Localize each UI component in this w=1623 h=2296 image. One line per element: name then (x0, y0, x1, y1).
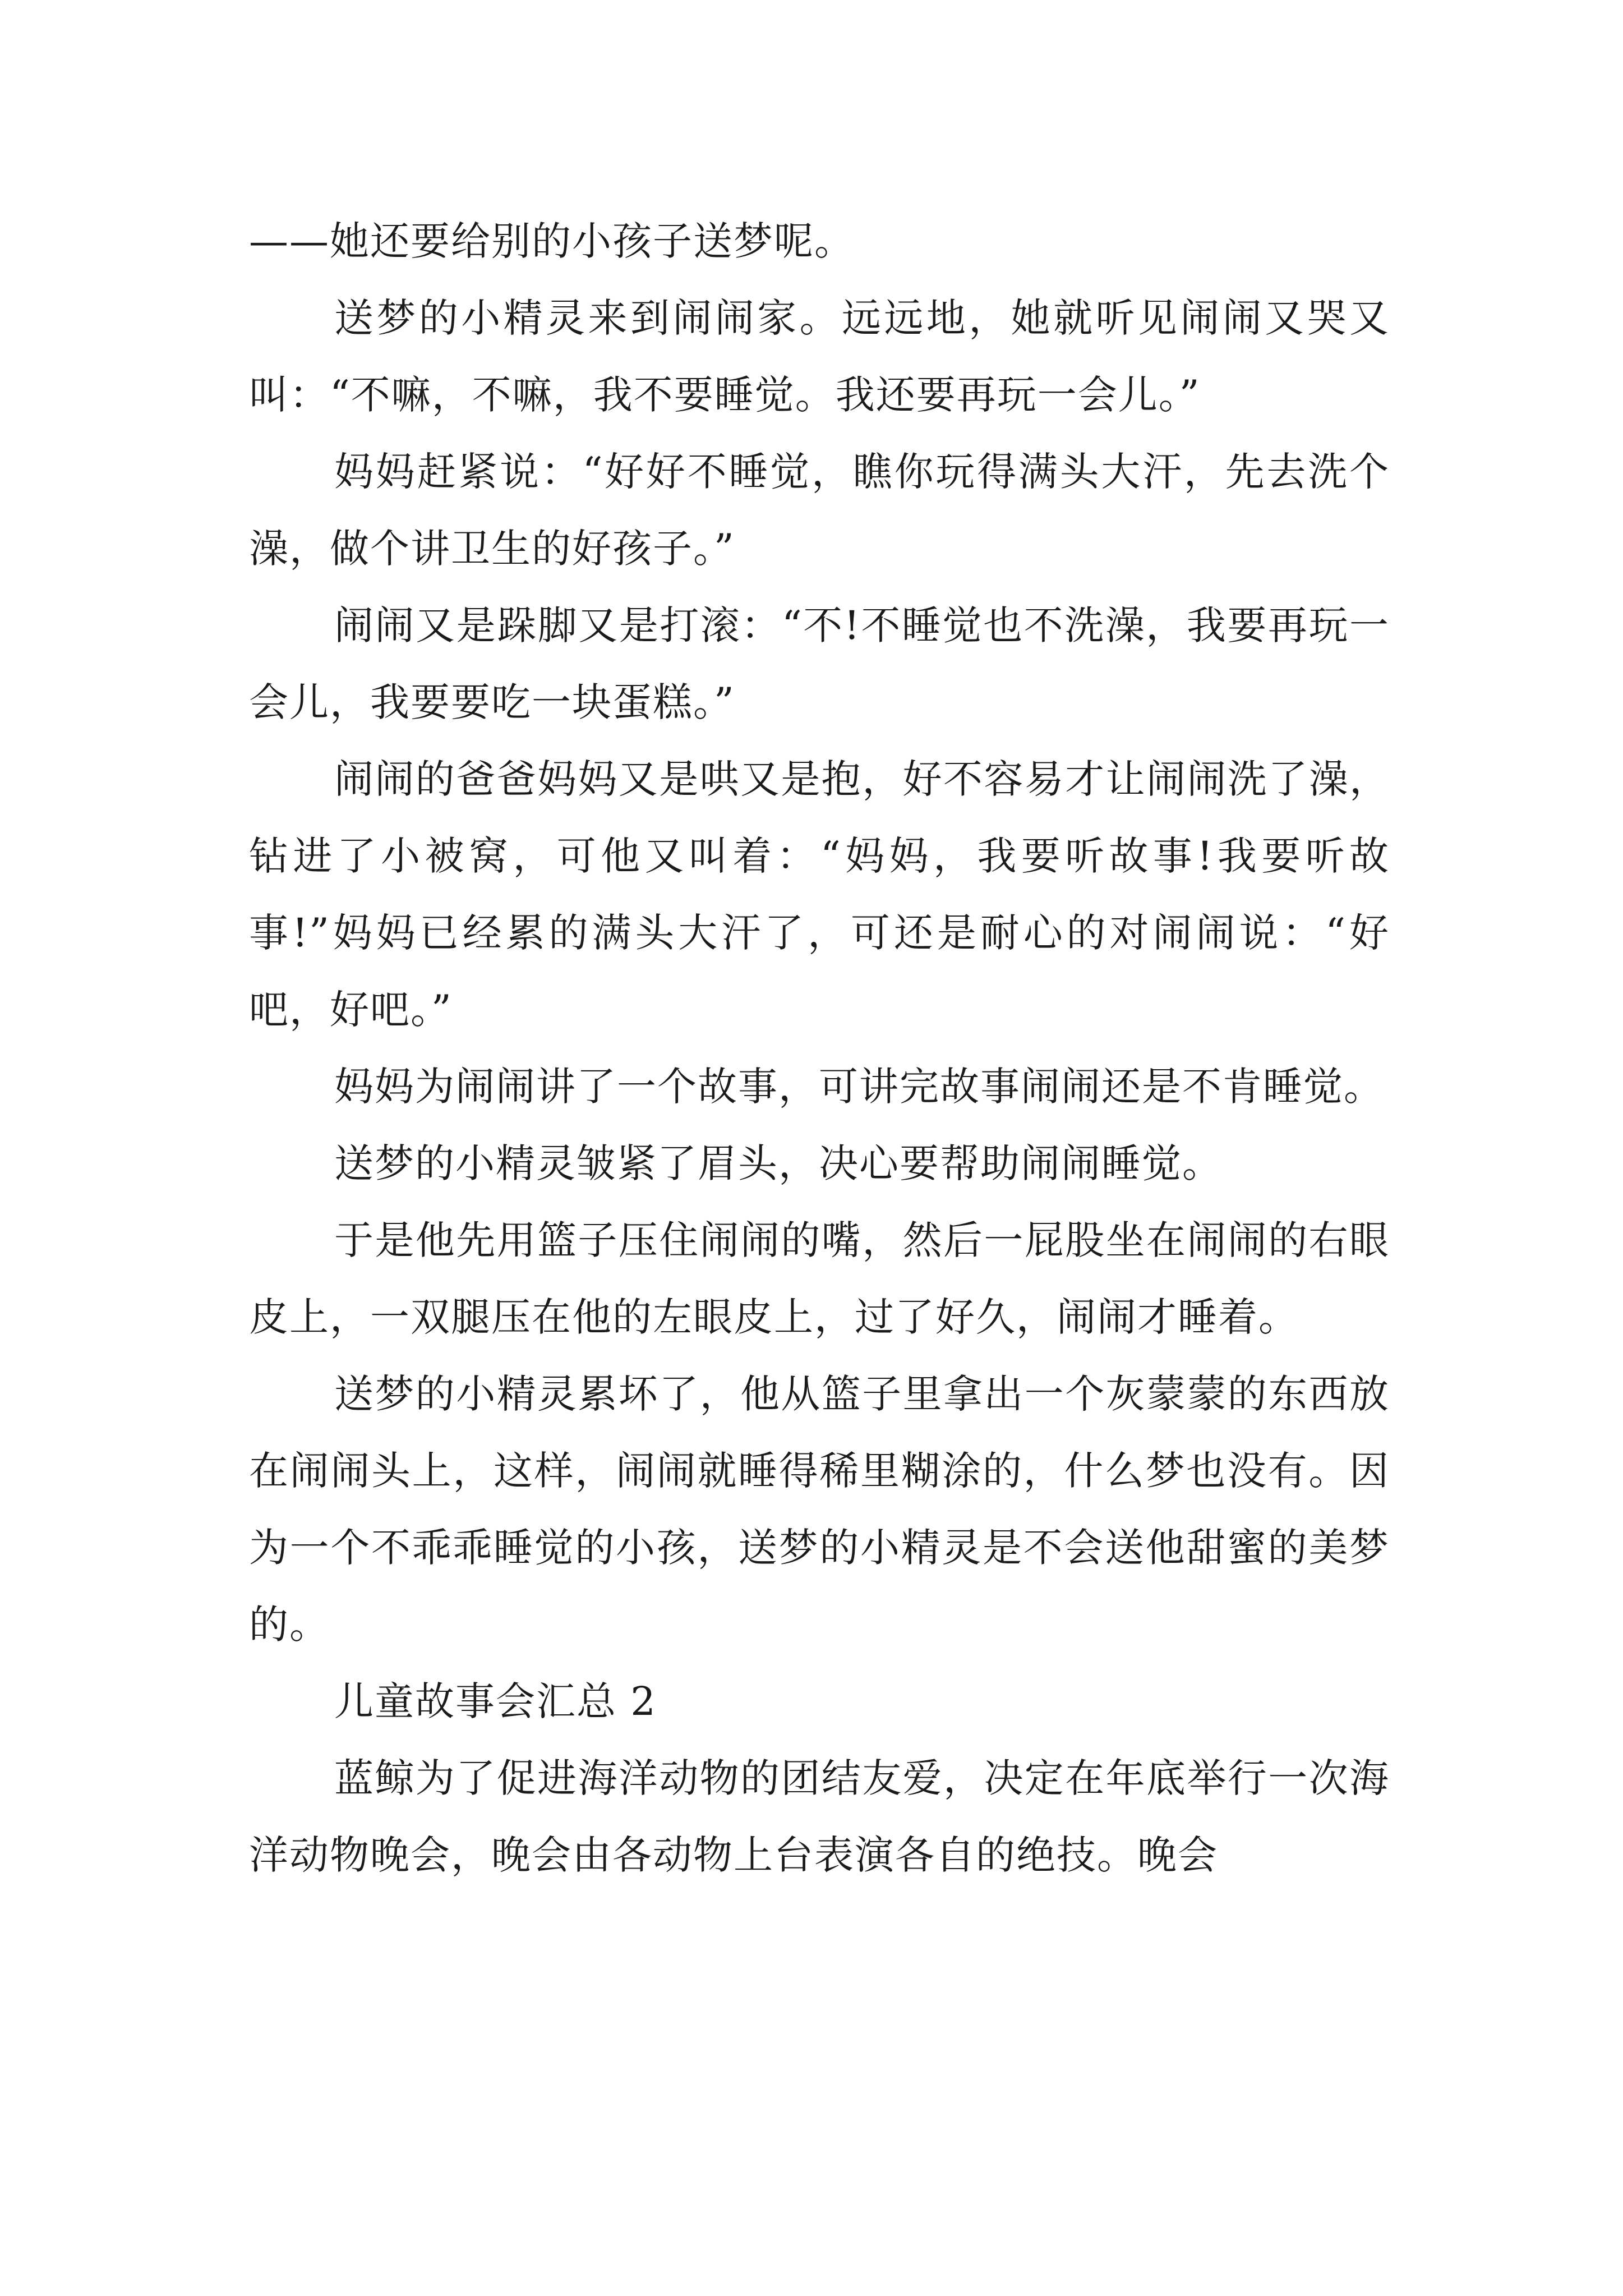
paragraph: 蓝鲸为了促进海洋动物的团结友爱，决定在年底举行一次海洋动物晚会，晚会由各动物上台表演各自的绝技。晚会 (249, 1755, 1390, 1878)
document-body (249, 203, 1390, 1894)
paragraph: 送梦的小精灵累坏了，他从篮子里拿出一个灰蒙蒙的东西放在闹闹头上，这样，闹闹就睡得稀里糊涂的，什么梦也没有。因为一个不乖乖睡觉的小孩，送梦的小精灵是不会送他甜蜜的美梦的。 (249, 1371, 1390, 1648)
paragraph: 于是他先用篮子压住闹闹的嘴，然后一屁股坐在闹闹的右眼皮上，一双腿压在他的左眼皮上，过了好久，闹闹才睡着。 (249, 1217, 1390, 1340)
paragraph: ——她还要给别的小孩子送梦呢。 (249, 218, 855, 264)
paragraph: 闹闹又是跺脚又是打滚：“不!不睡觉也不洗澡，我要再玩一会儿，我要要吃一块蛋糕。” (249, 602, 1390, 725)
paragraph: 送梦的小精灵皱紧了眉头，决心要帮助闹闹睡觉。 (334, 1140, 1223, 1186)
paragraph: 闹闹的爸爸妈妈又是哄又是抱，好不容易才让闹闹洗了澡，钻进了小被窝，可他又叫着：“妈妈，我要听故事!我要听故事!”妈妈已经累的满头大汗了，可还是耐心的对闹闹说：“好吧，好吧。” (249, 756, 1390, 1033)
paragraph: 妈妈赶紧说：“好好不睡觉，瞧你玩得满头大汗，先去洗个澡，做个讲卫生的好孩子。” (249, 449, 1390, 572)
section-heading: 儿童故事会汇总 2 (334, 1678, 657, 1724)
paragraph: 妈妈为闹闹讲了一个故事，可讲完故事闹闹还是不肯睡觉。 (334, 1064, 1384, 1110)
paragraph: 送梦的小精灵来到闹闹家。远远地，她就听见闹闹又哭又叫：“不嘛，不嘛，我不要睡觉。我还要再玩一会儿。” (249, 295, 1390, 418)
